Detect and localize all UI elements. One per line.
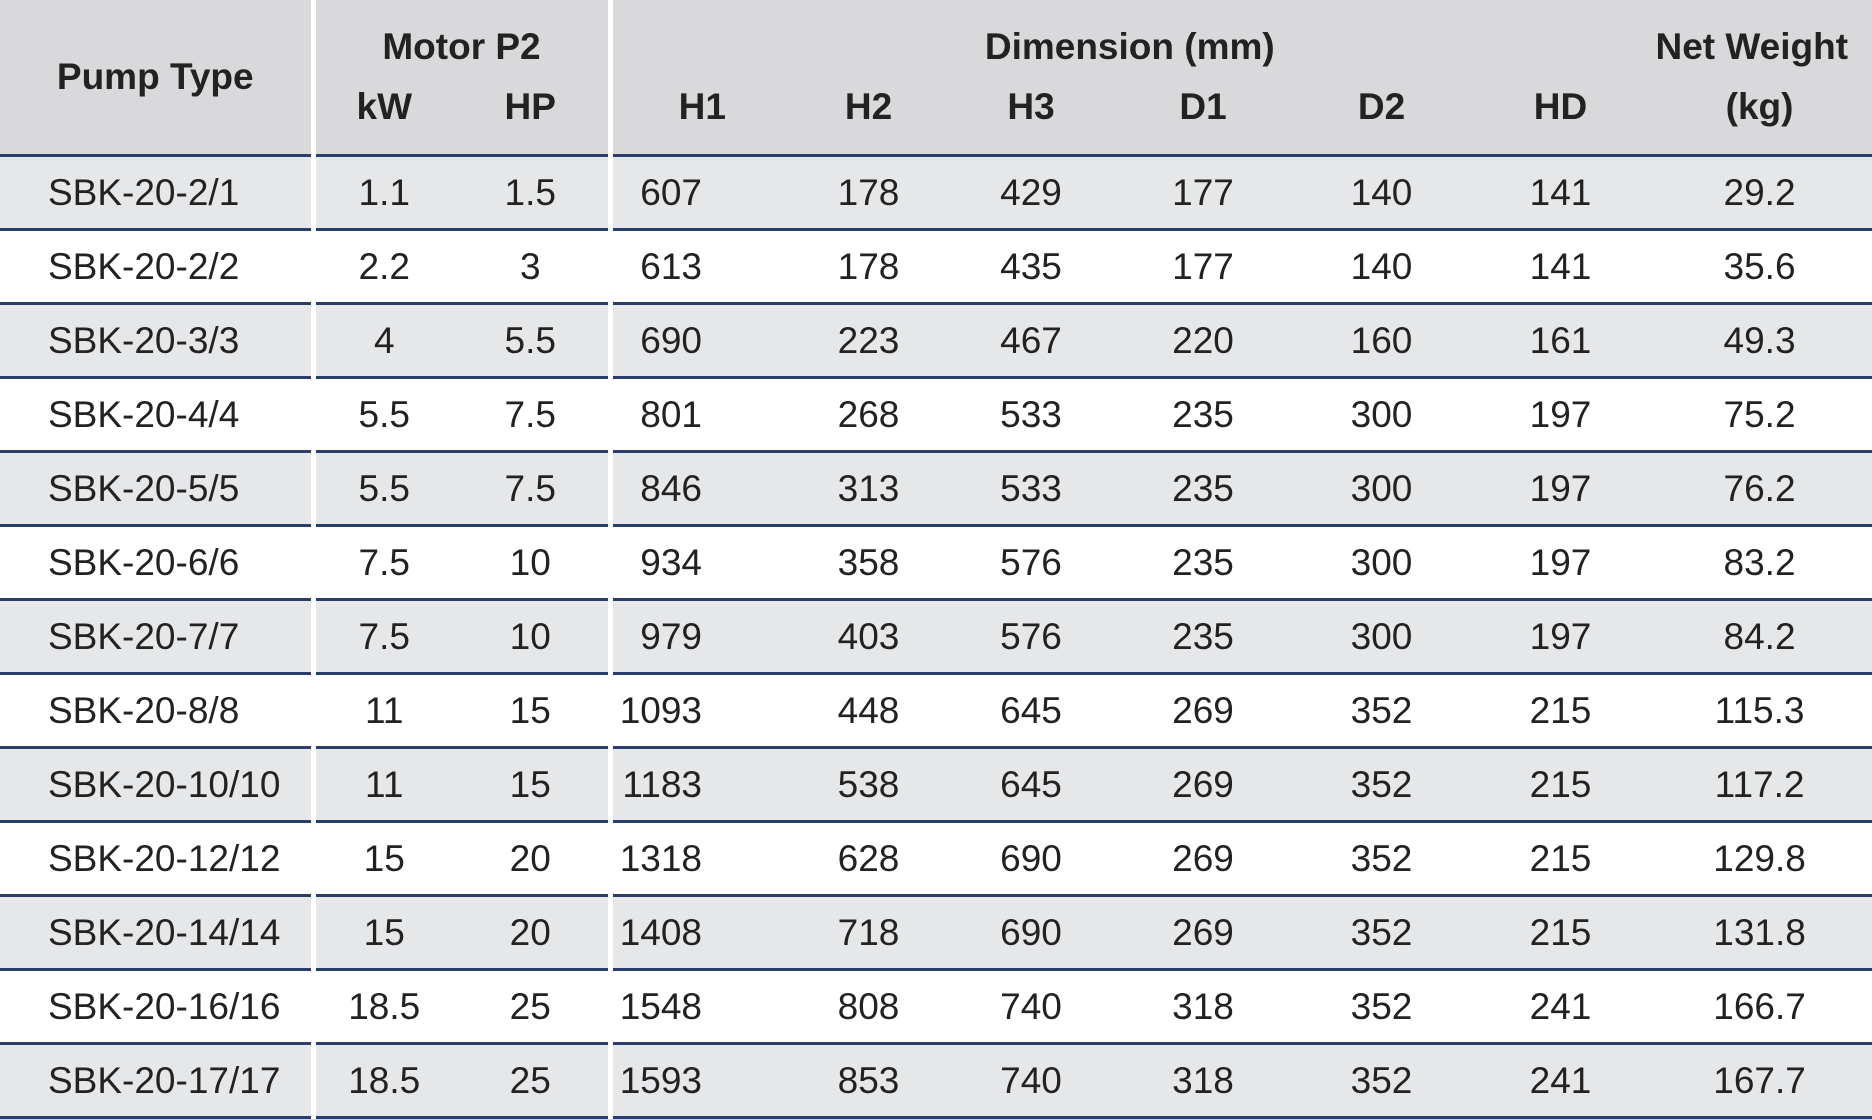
cell-d2: 160 [1289,304,1474,378]
cell-d2: 352 [1289,896,1474,970]
cell-net-weight: 83.2 [1647,526,1872,600]
cell-pump-type: SBK-20-6/6 [0,526,313,600]
cell-h3: 690 [945,822,1117,896]
header-h3: H3 [945,72,1117,156]
cell-net-weight: 115.3 [1647,674,1872,748]
cell-motor-kw: 5.5 [313,452,453,526]
cell-net-weight: 167.7 [1647,1044,1872,1118]
cell-h1: 934 [610,526,792,600]
table-row [0,822,1872,896]
cell-motor-kw: 1.1 [313,156,453,230]
cell-hd: 215 [1474,674,1647,748]
cell-pump-type: SBK-20-17/17 [0,1044,313,1118]
table-row [0,230,1872,304]
cell-pump-type: SBK-20-16/16 [0,970,313,1044]
cell-h3: 576 [945,526,1117,600]
cell-pump-type: SBK-20-14/14 [0,896,313,970]
header-h1: H1 [610,72,792,156]
table-row [0,378,1872,452]
cell-motor-kw: 18.5 [313,970,453,1044]
cell-motor-hp: 10 [453,526,610,600]
header-motor-p2: Motor P2 [313,0,610,72]
cell-motor-kw: 7.5 [313,526,453,600]
cell-hd: 241 [1474,1044,1647,1118]
cell-h2: 268 [792,378,945,452]
cell-motor-hp: 10 [453,600,610,674]
cell-pump-type: SBK-20-4/4 [0,378,313,452]
header-net-weight: Net Weight [1647,0,1872,72]
cell-h1: 1408 [610,896,792,970]
header-pump-type: Pump Type [0,0,313,156]
cell-hd: 161 [1474,304,1647,378]
header-kw: kW [313,72,453,156]
table-row [0,526,1872,600]
cell-motor-hp: 15 [453,748,610,822]
cell-h2: 403 [792,600,945,674]
cell-motor-hp: 20 [453,822,610,896]
cell-d2: 352 [1289,674,1474,748]
cell-pump-type: SBK-20-3/3 [0,304,313,378]
cell-d2: 140 [1289,156,1474,230]
cell-h1: 690 [610,304,792,378]
cell-h2: 358 [792,526,945,600]
cell-motor-kw: 11 [313,674,453,748]
cell-hd: 215 [1474,748,1647,822]
cell-d1: 235 [1117,378,1289,452]
cell-d1: 235 [1117,452,1289,526]
cell-pump-type: SBK-20-10/10 [0,748,313,822]
cell-hd: 241 [1474,970,1647,1044]
cell-net-weight: 76.2 [1647,452,1872,526]
cell-h1: 1548 [610,970,792,1044]
table-row [0,452,1872,526]
cell-motor-kw: 7.5 [313,600,453,674]
cell-h3: 576 [945,600,1117,674]
cell-hd: 197 [1474,600,1647,674]
table-row [0,896,1872,970]
cell-motor-hp: 7.5 [453,378,610,452]
cell-h2: 223 [792,304,945,378]
cell-h2: 718 [792,896,945,970]
cell-h1: 607 [610,156,792,230]
cell-hd: 197 [1474,452,1647,526]
cell-motor-kw: 15 [313,896,453,970]
cell-h1: 1183 [610,748,792,822]
cell-d1: 318 [1117,1044,1289,1118]
table-row [0,304,1872,378]
cell-h3: 429 [945,156,1117,230]
cell-pump-type: SBK-20-2/1 [0,156,313,230]
table-row [0,1044,1872,1118]
cell-d2: 300 [1289,526,1474,600]
cell-d2: 352 [1289,1044,1474,1118]
cell-d2: 352 [1289,748,1474,822]
cell-d2: 300 [1289,452,1474,526]
cell-motor-hp: 20 [453,896,610,970]
cell-motor-hp: 5.5 [453,304,610,378]
cell-d1: 269 [1117,896,1289,970]
cell-pump-type: SBK-20-8/8 [0,674,313,748]
cell-h1: 846 [610,452,792,526]
cell-h1: 613 [610,230,792,304]
cell-d1: 269 [1117,822,1289,896]
cell-h2: 448 [792,674,945,748]
cell-h3: 740 [945,970,1117,1044]
table-row [0,748,1872,822]
header-h2: H2 [792,72,945,156]
header-hp: HP [453,72,610,156]
cell-hd: 197 [1474,526,1647,600]
cell-pump-type: SBK-20-2/2 [0,230,313,304]
cell-motor-kw: 11 [313,748,453,822]
cell-pump-type: SBK-20-12/12 [0,822,313,896]
table-row [0,156,1872,230]
cell-motor-kw: 4 [313,304,453,378]
cell-d2: 300 [1289,378,1474,452]
cell-h2: 538 [792,748,945,822]
cell-d2: 300 [1289,600,1474,674]
cell-d1: 220 [1117,304,1289,378]
cell-net-weight: 117.2 [1647,748,1872,822]
cell-h1: 1318 [610,822,792,896]
cell-hd: 141 [1474,230,1647,304]
header-d2: D2 [1289,72,1474,156]
cell-h2: 313 [792,452,945,526]
header-kg: (kg) [1647,72,1872,156]
cell-h1: 1093 [610,674,792,748]
header-hd: HD [1474,72,1647,156]
cell-d1: 177 [1117,230,1289,304]
cell-d2: 352 [1289,822,1474,896]
cell-h2: 853 [792,1044,945,1118]
cell-h3: 690 [945,896,1117,970]
table-row [0,970,1872,1044]
cell-net-weight: 35.6 [1647,230,1872,304]
cell-h2: 808 [792,970,945,1044]
cell-d2: 140 [1289,230,1474,304]
cell-h3: 645 [945,748,1117,822]
cell-d1: 177 [1117,156,1289,230]
cell-motor-hp: 3 [453,230,610,304]
cell-h1: 801 [610,378,792,452]
table-row [0,600,1872,674]
cell-d1: 235 [1117,526,1289,600]
cell-net-weight: 129.8 [1647,822,1872,896]
cell-net-weight: 29.2 [1647,156,1872,230]
cell-motor-hp: 7.5 [453,452,610,526]
cell-h3: 533 [945,378,1117,452]
cell-h3: 435 [945,230,1117,304]
cell-hd: 215 [1474,822,1647,896]
cell-pump-type: SBK-20-7/7 [0,600,313,674]
cell-h3: 645 [945,674,1117,748]
cell-h2: 628 [792,822,945,896]
cell-h1: 979 [610,600,792,674]
cell-net-weight: 131.8 [1647,896,1872,970]
cell-net-weight: 49.3 [1647,304,1872,378]
header-d1: D1 [1117,72,1289,156]
cell-motor-kw: 15 [313,822,453,896]
cell-net-weight: 75.2 [1647,378,1872,452]
cell-d1: 269 [1117,748,1289,822]
cell-net-weight: 84.2 [1647,600,1872,674]
header-dimension: Dimension (mm) [610,0,1647,72]
cell-motor-hp: 25 [453,970,610,1044]
cell-h1: 1593 [610,1044,792,1118]
cell-net-weight: 166.7 [1647,970,1872,1044]
cell-d1: 269 [1117,674,1289,748]
cell-pump-type: SBK-20-5/5 [0,452,313,526]
cell-motor-hp: 1.5 [453,156,610,230]
cell-motor-hp: 25 [453,1044,610,1118]
cell-h3: 740 [945,1044,1117,1118]
cell-motor-kw: 2.2 [313,230,453,304]
cell-motor-hp: 15 [453,674,610,748]
cell-motor-kw: 5.5 [313,378,453,452]
table-row [0,674,1872,748]
cell-h3: 467 [945,304,1117,378]
cell-d1: 318 [1117,970,1289,1044]
cell-hd: 141 [1474,156,1647,230]
cell-hd: 197 [1474,378,1647,452]
cell-h3: 533 [945,452,1117,526]
cell-hd: 215 [1474,896,1647,970]
cell-d2: 352 [1289,970,1474,1044]
cell-h2: 178 [792,230,945,304]
cell-h2: 178 [792,156,945,230]
cell-motor-kw: 18.5 [313,1044,453,1118]
cell-d1: 235 [1117,600,1289,674]
table-body [0,156,1872,1118]
